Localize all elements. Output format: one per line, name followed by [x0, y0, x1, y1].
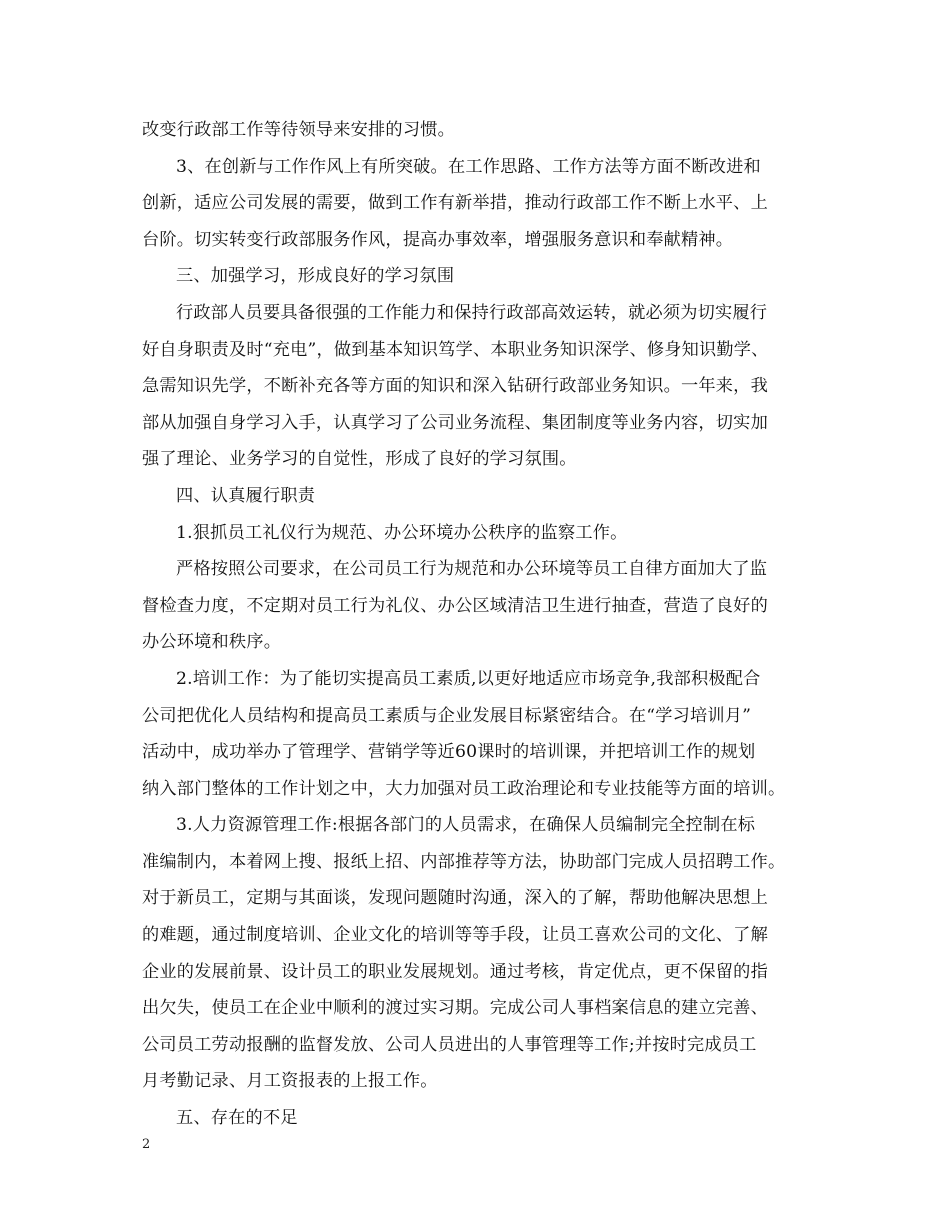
text-line: 好自身职责及时“充电”，做到基本知识笃学、本职业务知识深学、修身知识勤学、	[142, 339, 769, 360]
text-line: 企业的发展前景、设计员工的职业发展规划。通过考核，肯定优点，更不保留的指	[142, 961, 768, 982]
text-line: 2.培训工作：为了能切实提高员工素质,以更好地适应市场竞争,我部积极配合	[176, 668, 761, 689]
text-line: 行政部人员要具备很强的工作能力和保持行政部高效运转，就必须为切实履行	[176, 302, 768, 323]
text-line: 部从加强自身学习入手，认真学习了公司业务流程、集团制度等业务内容，切实加	[142, 412, 768, 433]
text-line: 办公环境和秩序。	[142, 632, 282, 653]
text-line: 3.人力资源管理工作:根据各部门的人员需求，在确保人员编制完全控制在标	[176, 815, 756, 836]
text-line: 纳入部门整体的工作计划之中，大力加强对员工政治理论和专业技能等方面的培训。	[142, 778, 786, 799]
text-line: 公司员工劳动报酬的监督发放、公司人员进出的人事管理等工作;并按时完成员工	[142, 1034, 757, 1055]
text-line: 的难题，通过制度培训、企业文化的培训等等手段，让员工喜欢公司的文化、了解	[142, 925, 768, 946]
text-line: 五、存在的不足	[176, 1108, 298, 1129]
page-number: 2	[142, 1137, 151, 1152]
text-line: 三、加强学习，形成良好的学习氛围	[176, 266, 455, 287]
text-line: 公司把优化人员结构和提高员工素质与企业发展目标紧密结合。在“学习培训月”	[142, 705, 752, 726]
document-body	[142, 112, 810, 1137]
text-line: 月考勤记录、月工资报表的上报工作。	[142, 1071, 438, 1092]
text-line: 四、认真履行职责	[176, 485, 316, 506]
text-line: 准编制内，本着网上搜、报纸上招、内部推荐等方法，协助部门完成人员招聘工作。	[142, 851, 786, 872]
text-line: 出欠失，使员工在企业中顺利的渡过实习期。完成公司人事档案信息的建立完善、	[142, 998, 768, 1019]
text-line: 改变行政部工作等待领导来安排的习惯。	[142, 120, 455, 140]
text-line: 创新，适应公司发展的需要，做到工作有新举措，推动行政部工作不断上水平、上	[142, 193, 768, 214]
text-line: 督检查力度，不定期对员工行为礼仪、办公区域清洁卫生进行抽查，营造了良好的	[142, 595, 768, 616]
text-line: 急需知识先学，不断补充各等方面的知识和深入钻研行政部业务知识。一年来，我	[142, 376, 768, 397]
text-line: 台阶。切实转变行政部服务作风，提高办事效率，增强服务意识和奉献精神。	[142, 229, 734, 250]
text-line: 对于新员工，定期与其面谈，发现问题随时沟通，深入的了解，帮助他解决思想上	[142, 888, 768, 909]
text-line: 3、在创新与工作作风上有所突破。在工作思路、工作方法等方面不断改进和	[176, 156, 761, 177]
text-line: 强了理论、业务学习的自觉性，形成了良好的学习氛围。	[142, 449, 577, 470]
text-line: 1.狠抓员工礼仪行为规范、办公环境办公秩序的监察工作。	[176, 522, 628, 543]
text-line: 活动中，成功举办了管理学、营销学等近60课时的培训课，并把培训工作的规划	[142, 742, 756, 763]
text-line: 严格按照公司要求，在公司员工行为规范和办公环境等员工自律方面加大了监	[176, 559, 768, 580]
